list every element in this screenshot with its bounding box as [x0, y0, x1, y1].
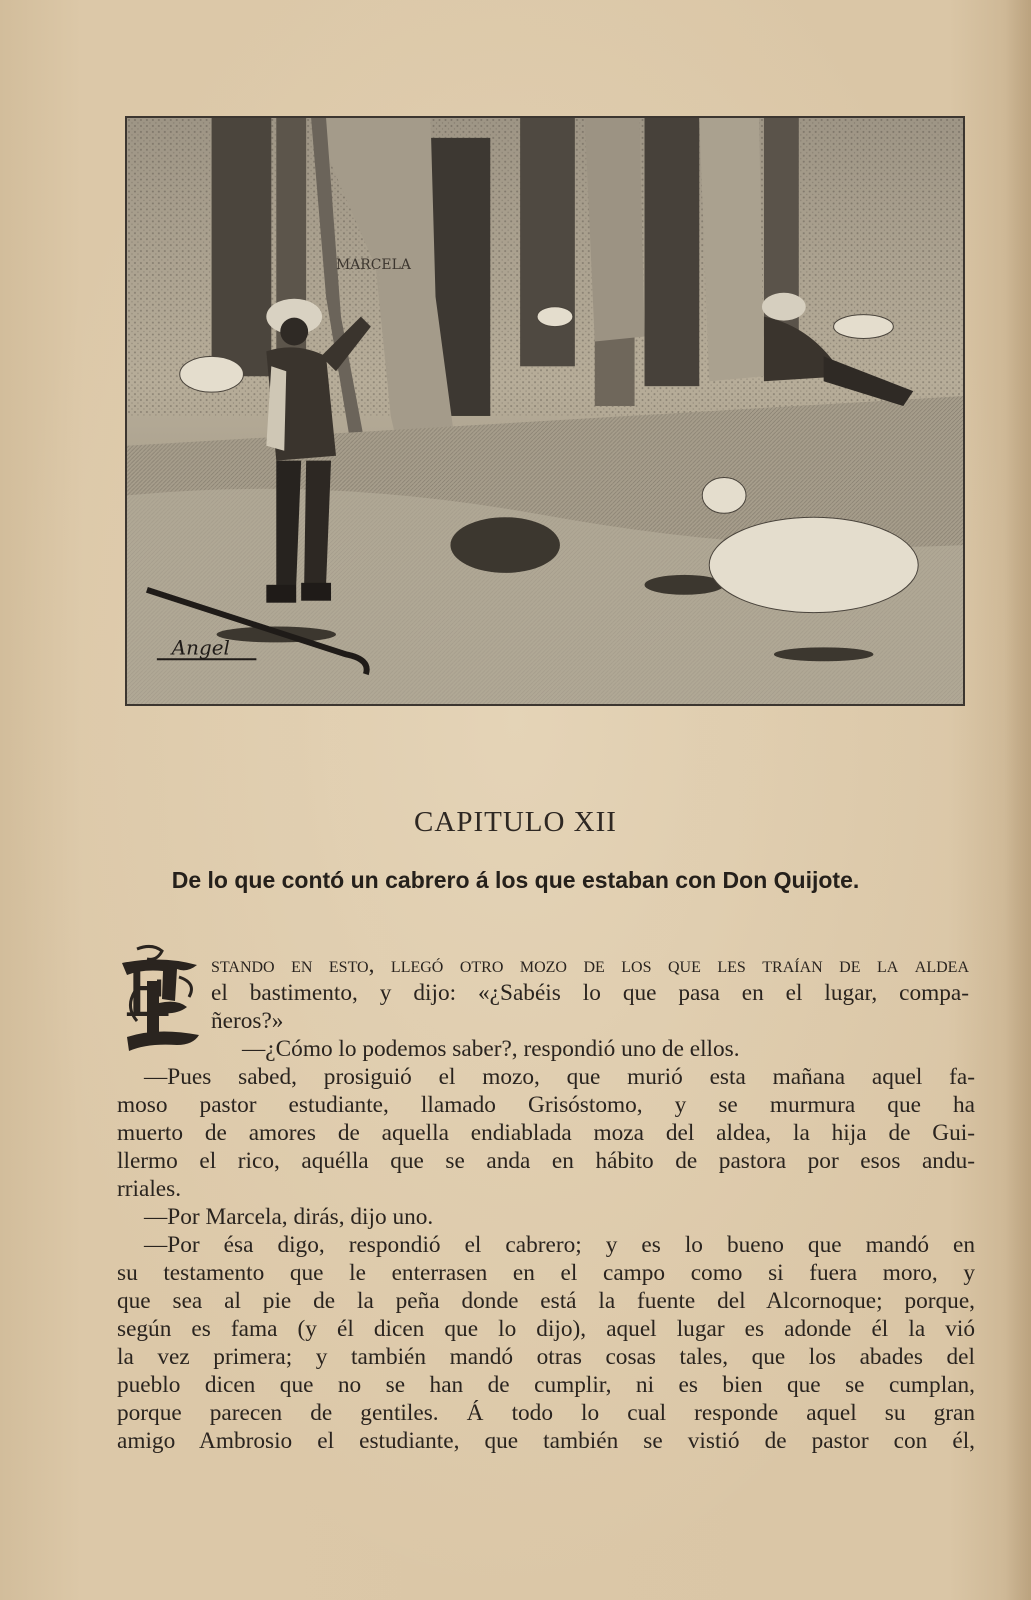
- page-edge-shadow: [1005, 0, 1031, 1600]
- chapter-subtitle: De lo que contó un cabrero á los que estaban con Don Quijote.: [171, 867, 860, 893]
- body-line-3: ñeros?»: [211, 1008, 284, 1034]
- body-line-4: —¿Cómo lo podemos saber?, respondió uno de ellos.: [242, 1036, 740, 1062]
- carved-letters: MARCELA: [336, 256, 411, 273]
- body-line-6: moso pastor estudiante, llamado Grisóstomo, y se murmura que ha: [117, 1092, 975, 1118]
- body-line-1: stando en esto, llegó otro mozo de los que les traían de la aldea: [211, 952, 969, 978]
- ornamental-letter-e: [117, 941, 207, 1053]
- chapter-title: CAPITULO XII: [414, 806, 617, 838]
- drop-cap-letter: E: [123, 951, 175, 1033]
- drop-cap-initial: [117, 941, 207, 1053]
- body-line-7: muerto de amores de aquella endiablada moza del aldea, la hija de Gui-: [117, 1120, 975, 1146]
- body-line-9: rriales.: [117, 1176, 182, 1202]
- body-line-15: la vez primera; y también mandó otras cosas tales, que los abades del: [117, 1344, 975, 1370]
- body-line-17: porque parecen de gentiles. Á todo lo cual responde aquel su gran: [117, 1400, 975, 1426]
- forest-shepherd-engraving: [127, 118, 963, 704]
- body-line-5: —Pues sabed, prosiguió el mozo, que murió esta mañana aquel fa-: [144, 1064, 975, 1090]
- body-line-13: que sea al pie de la peña donde está la fuente del Alcornoque; porque,: [117, 1288, 975, 1314]
- body-line-11: —Por ésa digo, respondió el cabrero; y es lo bueno que mandó en: [144, 1232, 975, 1258]
- chapter-illustration: [125, 116, 965, 706]
- body-line-18: amigo Ambrosio el estudiante, que también se vistió de pastor con él,: [117, 1428, 975, 1454]
- body-line-12: su testamento que le enterrasen en el campo como si fuera moro, y: [117, 1260, 975, 1286]
- artist-signature: Angel: [171, 636, 230, 660]
- body-line-10: —Por Marcela, dirás, dijo uno.: [144, 1204, 434, 1230]
- body-line-8: llermo el rico, aquélla que se anda en hábito de pastora por esos andu-: [117, 1148, 975, 1174]
- body-line-2: el bastimento, y dijo: «¿Sabéis lo que pasa en el lugar, compa-: [211, 980, 969, 1006]
- body-line-14: según es fama (y él dicen que lo dijo), aquel lugar es adonde él la vió: [117, 1316, 975, 1342]
- body-line-16: pueblo dicen que no se han de cumplir, ni es bien que se cumplan,: [117, 1372, 975, 1398]
